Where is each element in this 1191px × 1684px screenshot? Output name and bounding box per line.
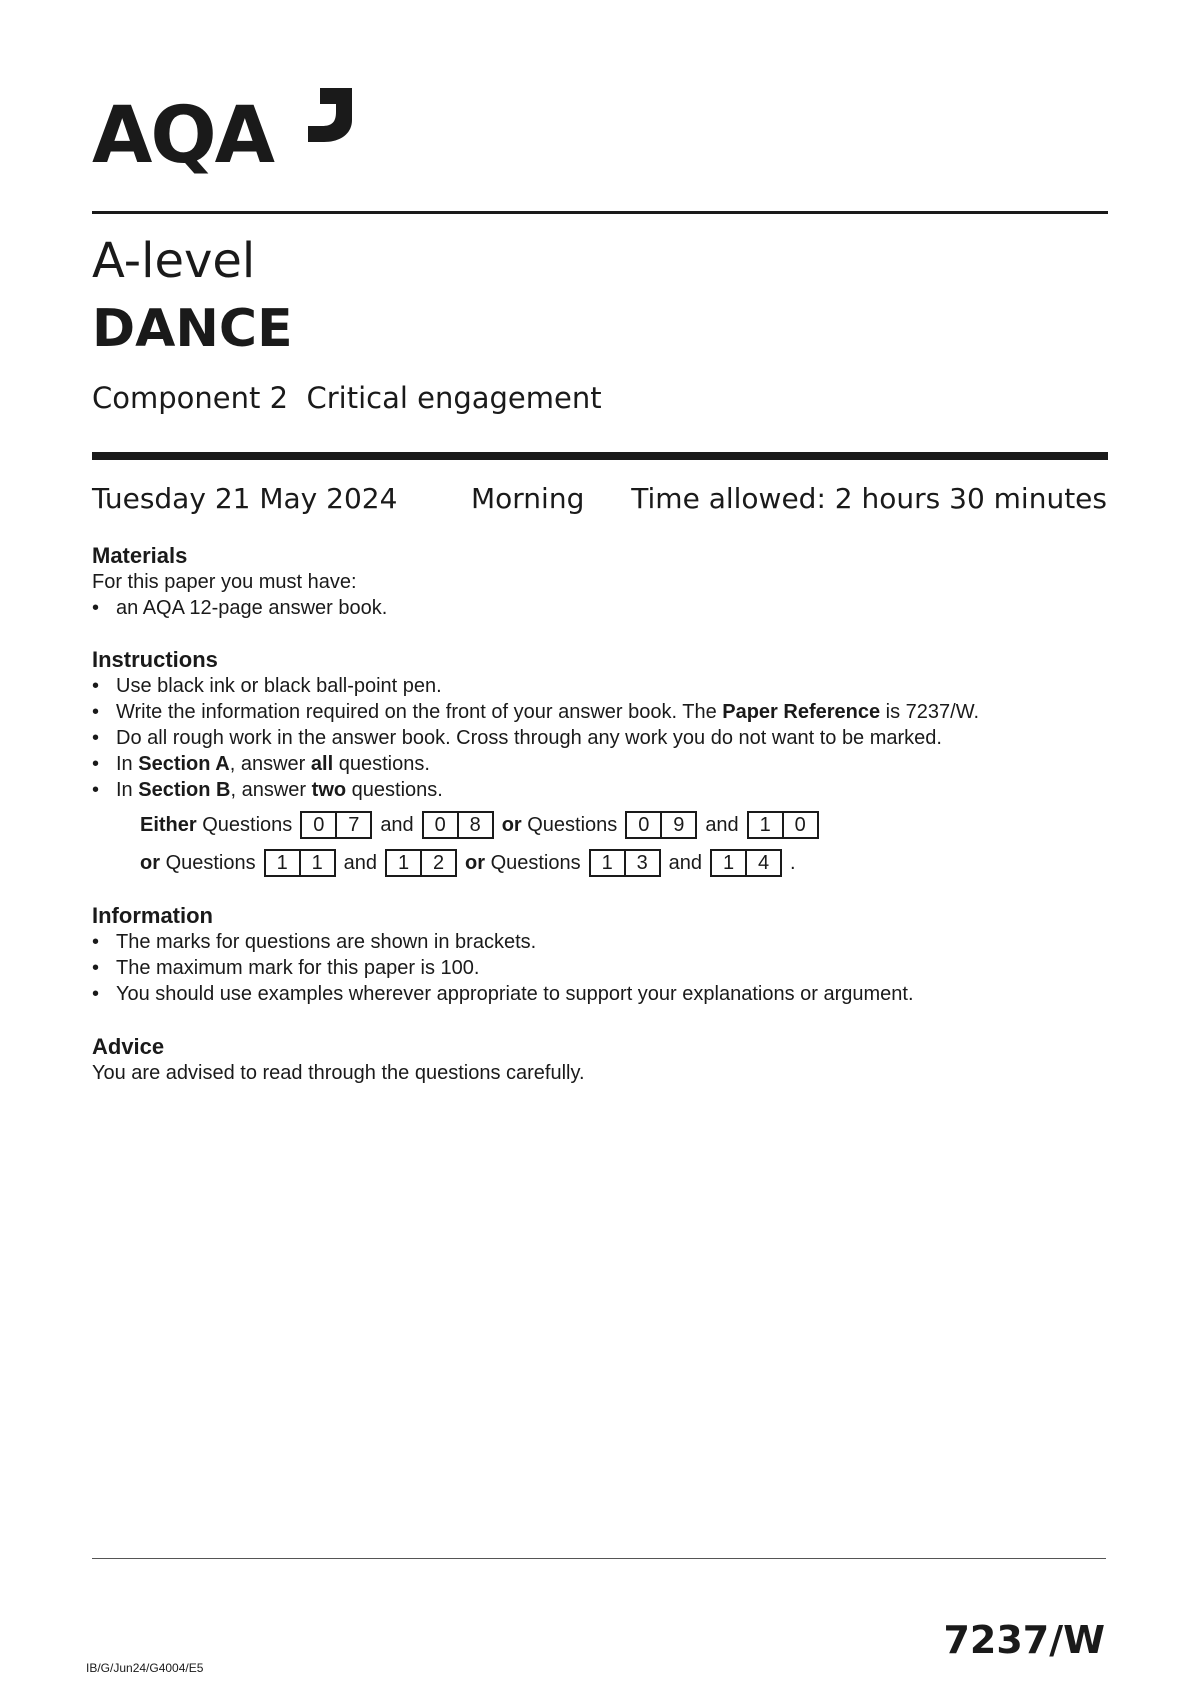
question-number-box: 1 0 [747, 811, 819, 839]
logo-text: AQA [92, 91, 274, 181]
information-heading: Information [92, 903, 213, 928]
top-divider [92, 211, 1108, 214]
information-item: • The marks for questions are shown in brackets. [92, 931, 537, 953]
materials-heading: Materials [92, 543, 188, 568]
instructions-heading: Instructions [92, 647, 218, 672]
question-choice-line-1: Either Questions 0 7 and 0 8 or Questions 0 9 and 1 0 [140, 810, 827, 840]
paper-reference-code: IB/G/Jun24/G4004/E5 [86, 1661, 204, 1675]
information-item: • You should use examples wherever appropriate to support your explanations or argument. [92, 983, 914, 1005]
materials-intro: For this paper you must have: [92, 571, 357, 593]
instruction-item: • In Section A, answer all questions. [92, 753, 430, 775]
aqa-logo [92, 86, 362, 182]
materials-item: • an AQA 12-page answer book. [92, 597, 388, 619]
leaf-icon [306, 86, 354, 144]
question-number-box: 1 3 [589, 849, 661, 877]
question-number-box: 0 9 [625, 811, 697, 839]
question-number-box: 1 4 [710, 849, 782, 877]
information-item: • The maximum mark for this paper is 100. [92, 957, 480, 979]
title-divider [92, 452, 1108, 460]
exam-date: Tuesday 21 May 2024 [92, 482, 398, 515]
component-title: Component 2 Critical engagement [92, 381, 602, 415]
question-number-box: 0 7 [300, 811, 372, 839]
footer-divider [92, 1558, 1106, 1559]
instruction-item: • Write the information required on the front of your answer book. The Paper Reference is 7237/W. [92, 701, 980, 723]
question-choice-line-2: or Questions 1 1 and 1 2 or Questions 1 3 and 1 4 . [140, 848, 796, 878]
instruction-item: • Do all rough work in the answer book. Cross through any work you do not want to be marked. [92, 727, 942, 749]
question-number-box: 1 2 [385, 849, 457, 877]
qualification-level: A-level [92, 233, 256, 289]
time-allowed: Time allowed: 2 hours 30 minutes [631, 482, 1107, 515]
question-number-box: 1 1 [264, 849, 336, 877]
advice-heading: Advice [92, 1034, 165, 1059]
advice-text: You are advised to read through the questions carefully. [92, 1062, 585, 1084]
paper-code: 7237/W [943, 1618, 1105, 1662]
question-number-box: 0 8 [422, 811, 494, 839]
exam-session: Morning [471, 482, 585, 515]
subject-title: DANCE [92, 299, 293, 359]
instruction-item: • In Section B, answer two questions. [92, 779, 443, 801]
instruction-item: • Use black ink or black ball-point pen. [92, 675, 442, 697]
